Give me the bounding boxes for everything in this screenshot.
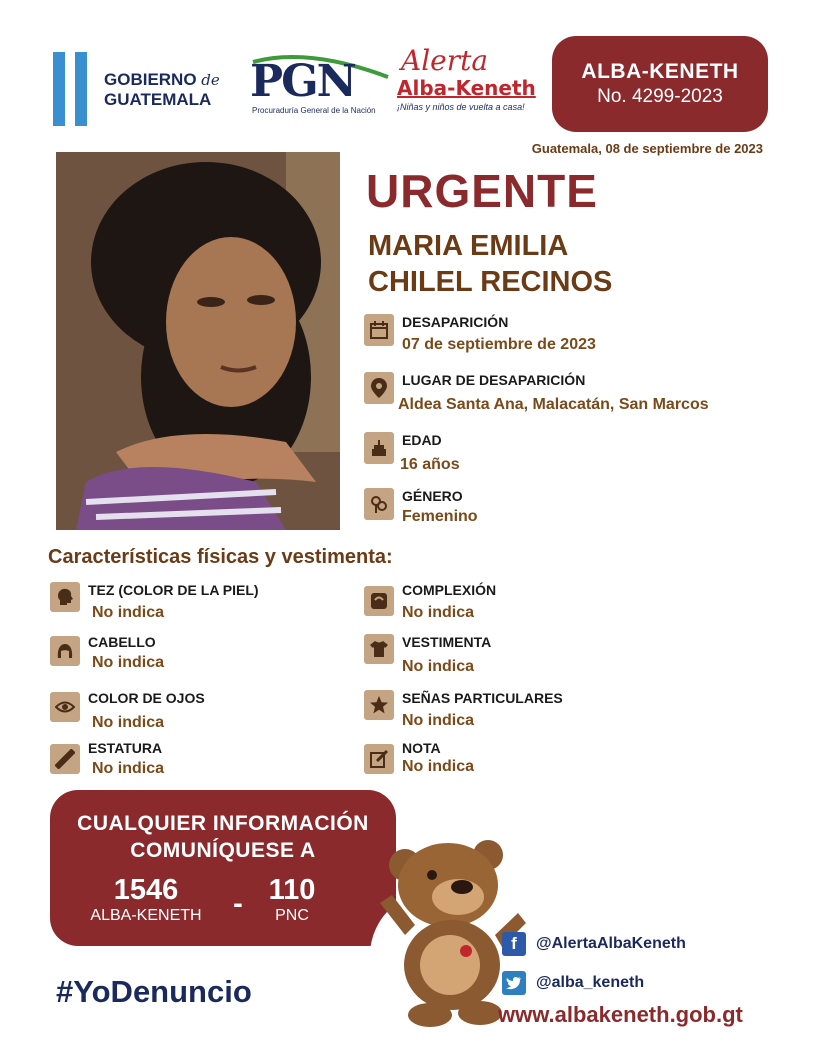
char-value: No indica [92,654,165,671]
head-profile-icon [50,582,80,612]
case-number-box [552,36,768,132]
detail-label: DESAPARICIÓN [402,314,509,330]
char-value: No indica [92,760,165,777]
twitter-bird-icon [502,971,526,995]
char-label: ESTATURA [88,740,163,756]
gender-icon [364,488,394,520]
char-label: COMPLEXIÓN [402,582,497,598]
detail-value: Aldea Santa Ana, Malacatán, San Marcos [398,396,709,413]
ruler-icon [50,744,80,774]
missing-person-photo [56,152,340,530]
char-label: CABELLO [88,634,156,650]
char-value: No indica [402,758,475,775]
person-name-line1: MARIA EMILIA [368,230,569,262]
contact-number-pnc: 110 PNC [268,874,316,924]
portrait-illustration [56,152,340,530]
gobierno-logo-text: GOBIERNO de GUATEMALA [104,70,220,109]
hashtag: #YoDenuncio [56,974,252,1009]
scale-icon [364,586,394,616]
char-value: No indica [402,604,475,621]
hair-icon [50,636,80,666]
contact-box [50,790,396,946]
char-value: No indica [92,604,165,621]
eye-icon [50,692,80,722]
issue-date: Guatemala, 08 de septiembre de 2023 [531,141,763,156]
contact-separator: - [233,888,243,920]
cake-icon [364,432,394,464]
contact-number-alba-keneth: 1546 ALBA-KENETH [90,874,202,924]
char-label: TEZ (COLOR DE LA PIEL) [88,582,259,598]
detail-value: Femenino [402,508,478,525]
contact-heading: CUALQUIER INFORMACIÓN COMUNÍQUESE A [77,812,369,862]
char-label: VESTIMENTA [402,634,492,650]
pgn-logo: PGN Procuraduría General de la Nación [248,52,393,118]
alerta-alba-keneth-logo: Alerta Alba-Keneth ¡Niñas y niños de vuelta a casa! [397,44,536,112]
gobierno-logo-bars [53,52,93,126]
detail-label: EDAD [402,432,442,448]
facebook-icon: f [502,932,526,956]
char-label: SEÑAS PARTICULARES [402,690,563,706]
website-link[interactable]: www.albakeneth.gob.gt [498,1002,743,1027]
person-name-line2: CHILEL RECINOS [368,266,613,298]
detail-value: 16 años [400,456,460,473]
char-value: No indica [402,712,475,729]
char-label: NOTA [402,740,441,756]
case-number: No. 4299-2023 [597,86,723,107]
facebook-link[interactable]: f @AlertaAlbaKeneth [502,932,686,956]
characteristics-title: Características físicas y vestimenta: [48,546,393,568]
urgent-heading: URGENTE [366,165,598,217]
detail-value: 07 de septiembre de 2023 [402,336,596,353]
note-edit-icon [364,744,394,774]
detail-label: GÉNERO [402,488,463,504]
person-name [368,228,612,300]
char-value: No indica [92,714,165,731]
location-pin-icon [364,372,394,404]
twitter-link[interactable]: @alba_keneth [502,971,644,995]
shirt-icon [364,634,394,664]
char-label: COLOR DE OJOS [88,690,205,706]
detail-label: LUGAR DE DESAPARICIÓN [402,372,586,388]
char-value: No indica [402,658,475,675]
bear-mascot [370,825,530,1030]
star-icon [364,690,394,720]
case-title: ALBA-KENETH [581,60,739,83]
calendar-icon [364,314,394,346]
